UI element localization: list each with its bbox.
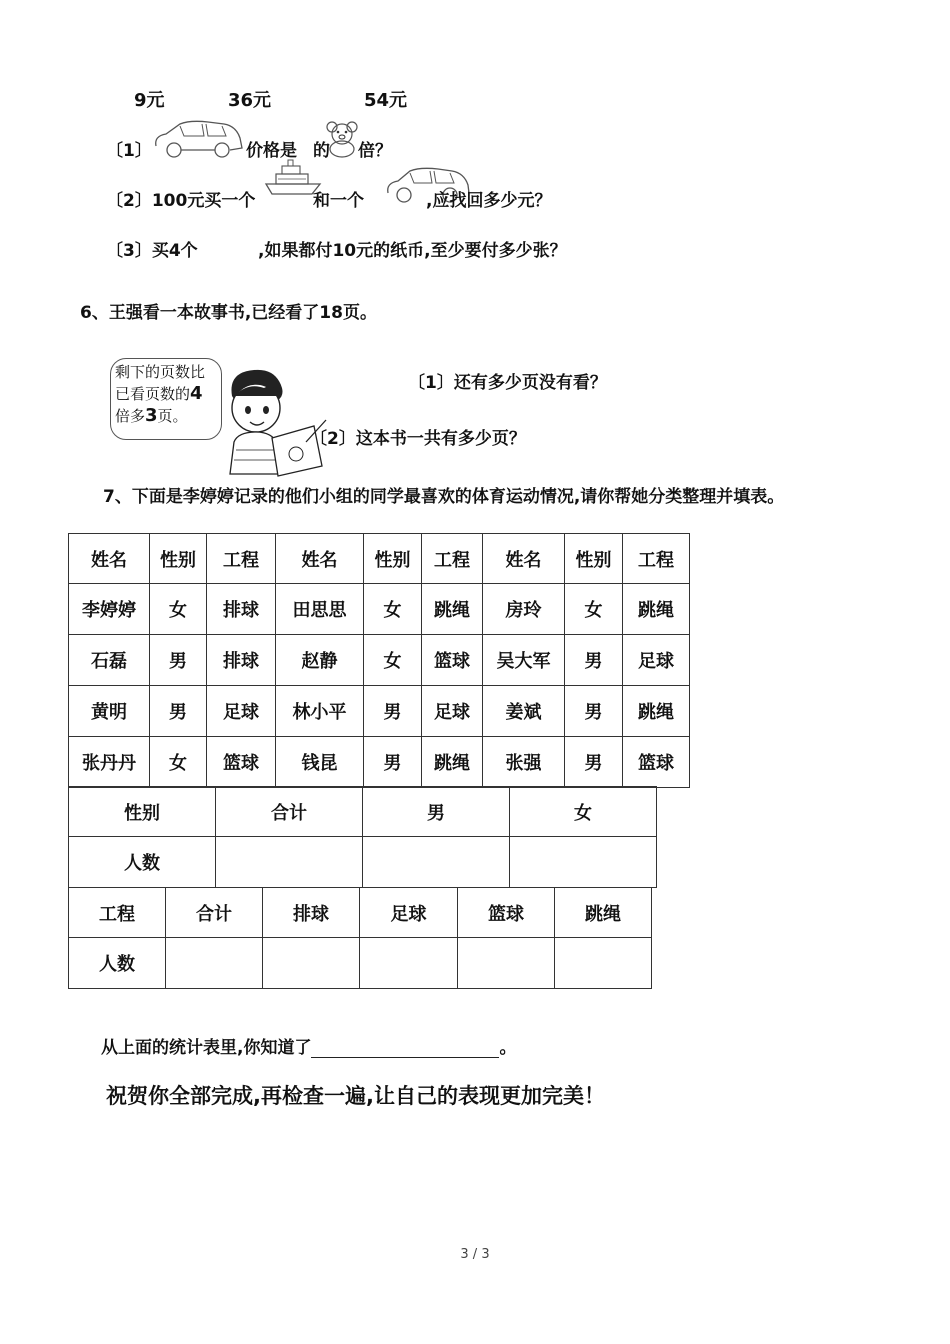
q5-sub3: 〔3〕买4个 — [106, 241, 198, 261]
table-cell: 篮球 — [623, 737, 690, 788]
table-cell: 姜斌 — [483, 686, 565, 737]
conclusion-blank[interactable] — [311, 1041, 499, 1058]
header-cell: 工程 — [207, 534, 276, 584]
bubble-number-4: 4 — [190, 383, 203, 404]
table-row — [69, 737, 690, 788]
jumprope-count-input[interactable] — [555, 938, 652, 989]
table-cell: 张丹丹 — [69, 737, 150, 788]
gender-total-input[interactable] — [216, 837, 363, 888]
bubble-text-3a: 倍多 — [115, 407, 146, 425]
table-cell: 黄明 — [69, 686, 150, 737]
q5-sub2-end: ,应找回多少元？ — [426, 191, 552, 211]
header-cell: 性别 — [150, 534, 207, 584]
table-cell: 男 — [565, 686, 623, 737]
header-cell: 性别 — [565, 534, 623, 584]
table-cell: 钱昆 — [276, 737, 364, 788]
table-cell: 跳绳 — [623, 686, 690, 737]
male-count-input[interactable] — [363, 837, 510, 888]
q6-sub1: 〔1〕还有多少页没有看？ — [408, 373, 607, 393]
table-cell: 女 — [565, 584, 623, 635]
table-cell: 林小平 — [276, 686, 364, 737]
table-cell: 女 — [364, 584, 422, 635]
table-cell: 男 — [364, 737, 422, 788]
q5-sub1-prefix: 〔1〕 — [106, 141, 152, 161]
table-cell: 跳绳 — [422, 584, 483, 635]
table-cell: 篮球 — [207, 737, 276, 788]
survey-table — [68, 533, 690, 788]
header-cell: 跳绳 — [555, 888, 652, 938]
volleyball-count-input[interactable] — [263, 938, 360, 989]
sport-total-input[interactable] — [166, 938, 263, 989]
basketball-count-input[interactable] — [458, 938, 555, 989]
table-cell: 跳绳 — [422, 737, 483, 788]
speech-bubble — [110, 358, 222, 440]
table-cell: 男 — [150, 635, 207, 686]
q6-sub2: 〔2〕这本书一共有多少页？ — [310, 429, 526, 449]
table-cell: 吴大军 — [483, 635, 565, 686]
conclusion-line — [101, 1033, 516, 1058]
table-cell: 张强 — [483, 737, 565, 788]
table-cell: 房玲 — [483, 584, 565, 635]
header-cell: 工程 — [69, 888, 166, 938]
header-cell: 工程 — [422, 534, 483, 584]
q6-title: 6、王强看一本故事书,已经看了18页。 — [80, 303, 377, 323]
table-cell: 石磊 — [69, 635, 150, 686]
table-cell: 赵静 — [276, 635, 364, 686]
q5-sub1-mid2: 的 — [313, 141, 330, 161]
conclusion-prefix: 从上面的统计表里,你知道了 — [101, 1038, 312, 1058]
bubble-number-3: 3 — [145, 405, 158, 426]
header-cell: 性别 — [69, 787, 216, 837]
table-cell: 李婷婷 — [69, 584, 150, 635]
gender-summary-table — [68, 786, 657, 888]
sport-header-row — [69, 888, 652, 938]
sport-summary-table — [68, 887, 652, 989]
bubble-text-3c: 页。 — [157, 407, 188, 425]
table-row — [69, 686, 690, 737]
page-number: 3 / 3 — [460, 1247, 490, 1262]
table-cell: 男 — [565, 737, 623, 788]
price-boat: 36元 — [228, 90, 272, 111]
header-cell: 女 — [510, 787, 657, 837]
toy-bear-icon — [325, 120, 359, 158]
table-row — [69, 584, 690, 635]
price-car: 9元 — [134, 90, 165, 111]
table-cell: 足球 — [207, 686, 276, 737]
gender-count-row — [69, 837, 657, 888]
table-cell: 足球 — [623, 635, 690, 686]
header-cell: 足球 — [360, 888, 458, 938]
q7-title: 7、下面是李婷婷记录的他们小组的同学最喜欢的体育运动情况,请你帮她分类整理并填表。 — [103, 487, 785, 507]
table-cell: 女 — [150, 584, 207, 635]
q5-sub1-mid: 价格是 — [246, 141, 297, 161]
q5-sub2-prefix: 〔2〕100元买一个 — [106, 191, 256, 211]
q5-sub1-end: 倍？ — [358, 141, 392, 161]
bubble-text-2a: 已看页数的 — [115, 385, 191, 403]
football-count-input[interactable] — [360, 938, 458, 989]
price-bear: 54元 — [364, 90, 408, 111]
table-cell: 男 — [565, 635, 623, 686]
header-cell: 姓名 — [483, 534, 565, 584]
table-row — [69, 635, 690, 686]
table-cell: 女 — [364, 635, 422, 686]
q5-sub2-mid: 和一个 — [313, 191, 364, 211]
female-count-input[interactable] — [510, 837, 657, 888]
header-cell: 合计 — [166, 888, 263, 938]
toy-car-icon — [150, 116, 246, 160]
row-label: 人数 — [69, 837, 216, 888]
header-cell: 男 — [363, 787, 510, 837]
header-cell: 姓名 — [276, 534, 364, 584]
header-cell: 排球 — [263, 888, 360, 938]
sport-count-row — [69, 938, 652, 989]
survey-header-row — [69, 534, 690, 584]
table-cell: 篮球 — [422, 635, 483, 686]
bubble-line-3 — [115, 405, 217, 427]
header-cell: 性别 — [364, 534, 422, 584]
header-cell: 姓名 — [69, 534, 150, 584]
table-cell: 男 — [150, 686, 207, 737]
header-cell: 工程 — [623, 534, 690, 584]
bubble-line-1: 剩下的页数比 — [115, 363, 206, 381]
table-cell: 排球 — [207, 584, 276, 635]
q5-sub1 — [106, 136, 152, 161]
conclusion-suffix: 。 — [499, 1038, 517, 1058]
gender-header-row — [69, 787, 657, 837]
bubble-line-2 — [115, 383, 217, 405]
table-cell: 跳绳 — [623, 584, 690, 635]
closing-message: 祝贺你全部完成,再检查一遍,让自己的表现更加完美！ — [106, 1084, 605, 1108]
table-cell: 女 — [150, 737, 207, 788]
table-cell: 男 — [364, 686, 422, 737]
table-cell: 足球 — [422, 686, 483, 737]
header-cell: 合计 — [216, 787, 363, 837]
q5-sub3-end: ,如果都付10元的纸币,至少要付多少张？ — [258, 241, 567, 261]
row-label: 人数 — [69, 938, 166, 989]
table-cell: 排球 — [207, 635, 276, 686]
table-cell: 田思思 — [276, 584, 364, 635]
header-cell: 篮球 — [458, 888, 555, 938]
